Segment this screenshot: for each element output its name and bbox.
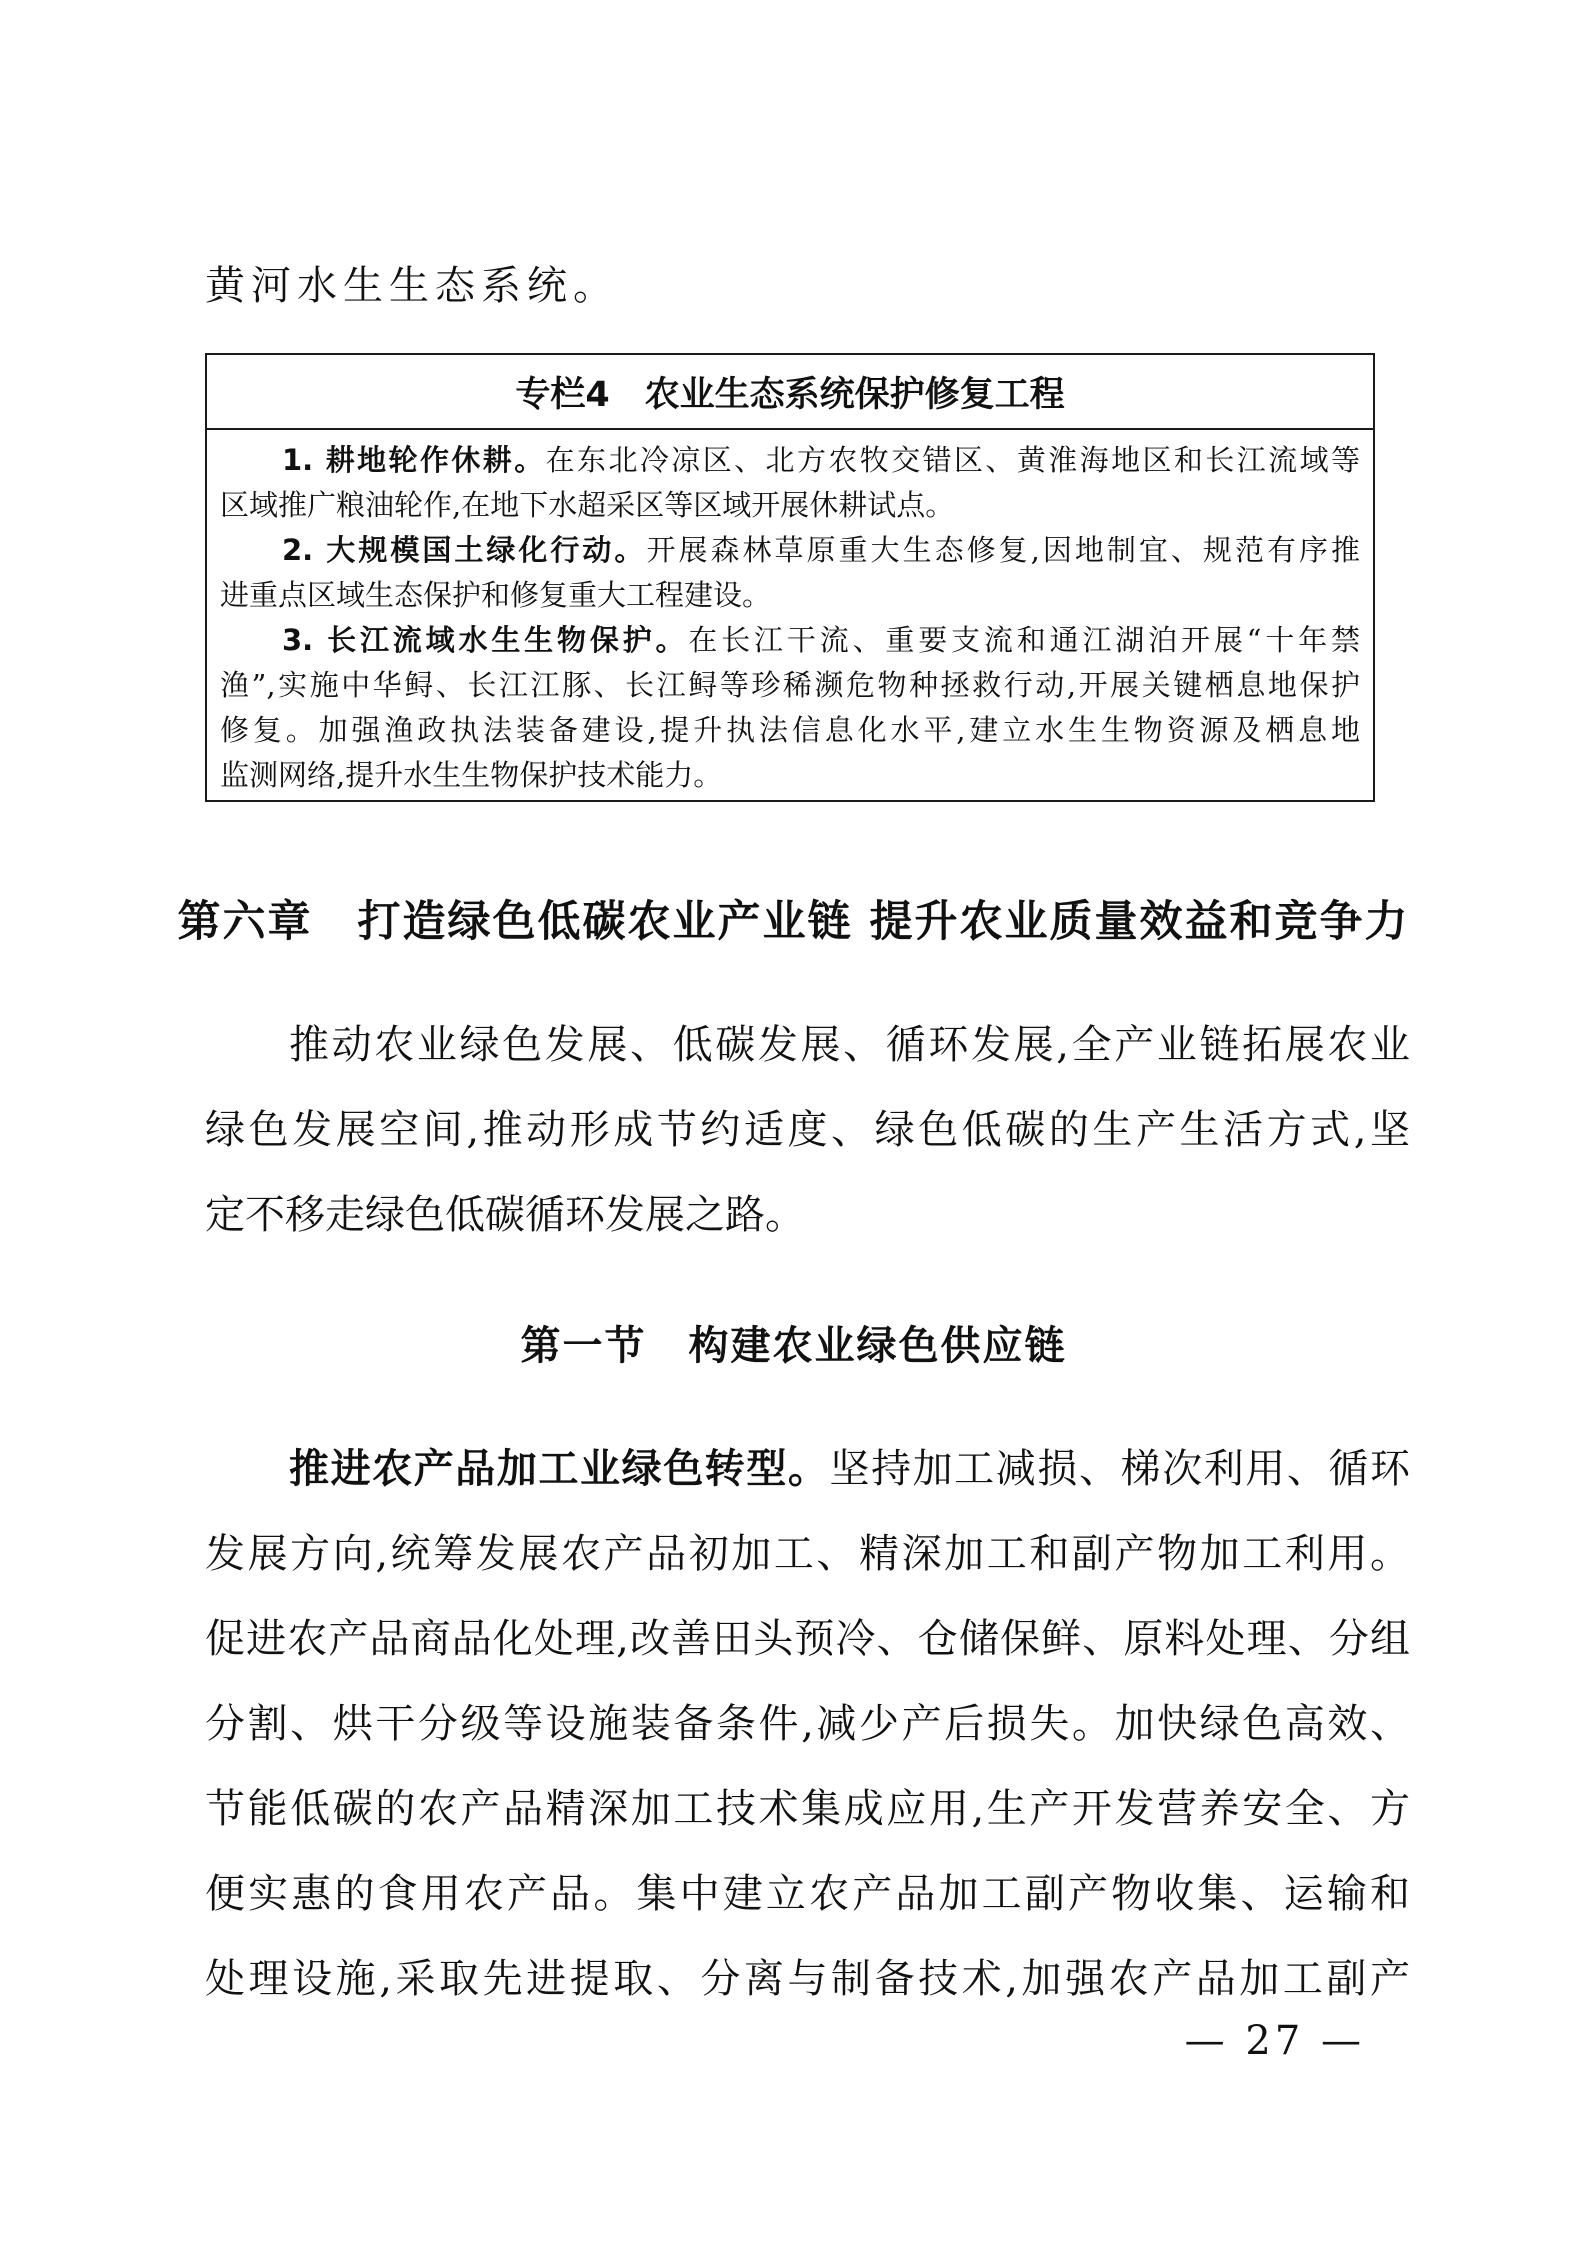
box-line: 修复。加强渔政执法装备建设,提升执法信息化水平,建立水生生物资源及栖息地 bbox=[220, 713, 1360, 747]
paragraph-line: 发展方向,统筹发展农产品初加工、精深加工和副产物加工利用。 bbox=[205, 1531, 1410, 1577]
paragraph-line: 处理设施,采取先进提取、分离与制备技术,加强农产品加工副产 bbox=[205, 1956, 1410, 2002]
section-heading: 第一节 构建农业绿色供应链 bbox=[520, 1322, 1067, 1369]
intro-text-line: 黄河水生生态系统。 bbox=[205, 263, 619, 309]
paragraph-line: 定不移走绿色低碳循环发展之路。 bbox=[205, 1192, 805, 1238]
box-line-text: 在长江干流、重要支流和通江湖泊开展“十年禁 bbox=[688, 623, 1360, 657]
box-line bbox=[220, 438, 1360, 483]
column-box-4 bbox=[205, 353, 1375, 802]
box-line bbox=[220, 618, 1360, 663]
chapter-heading: 第六章 打造绿色低碳农业产业链 提升农业质量效益和竞争力 bbox=[177, 897, 1410, 947]
column-box-title: 专栏4 农业生态系统保护修复工程 bbox=[207, 355, 1373, 430]
box-item-1-lead: 1. 耕地轮作休耕。 bbox=[282, 443, 546, 477]
paragraph-2-lead: 推进农产品加工业绿色转型。 bbox=[289, 1446, 830, 1492]
box-line-text: 开展森林草原重大生态修复,因地制宜、规范有序推 bbox=[646, 533, 1360, 567]
paragraph-line: 节能低碳的农产品精深加工技术集成应用,生产开发营养安全、方 bbox=[205, 1786, 1410, 1832]
page-number: — 27 — bbox=[1184, 2018, 1365, 2064]
paragraph-line: 分割、烘干分级等设施装备条件,减少产后损失。加快绿色高效、 bbox=[205, 1701, 1410, 1747]
paragraph-line-text: 坚持加工减损、梯次利用、循环 bbox=[829, 1446, 1410, 1492]
paragraph-2 bbox=[205, 1427, 1410, 2022]
paragraph-line bbox=[205, 1427, 1410, 1512]
box-line: 监测网络,提升水生生物保护技术能力。 bbox=[220, 758, 723, 792]
paragraph-line: 绿色发展空间,推动形成节约适度、绿色低碳的生产生活方式,坚 bbox=[205, 1107, 1410, 1153]
box-line: 渔”,实施中华鲟、长江江豚、长江鲟等珍稀濒危物种拯救行动,开展关键栖息地保护 bbox=[220, 668, 1360, 702]
box-line-text: 在东北冷凉区、北方农牧交错区、黄淮海地区和长江流域等 bbox=[545, 443, 1360, 477]
box-line bbox=[220, 528, 1360, 573]
box-item-3-lead: 3. 长江流域水生生物保护。 bbox=[282, 623, 689, 657]
paragraph-line: 推动农业绿色发展、低碳发展、循环发展,全产业链拓展农业 bbox=[289, 1022, 1410, 1068]
paragraph-line: 便实惠的食用农产品。集中建立农产品加工副产物收集、运输和 bbox=[205, 1871, 1410, 1917]
column-box-body bbox=[207, 430, 1373, 798]
box-item-2-lead: 2. 大规模国土绿化行动。 bbox=[282, 533, 647, 567]
box-line: 区域推广粮油轮作,在地下水超采区等区域开展休耕试点。 bbox=[220, 488, 955, 522]
box-line: 进重点区域生态保护和修复重大工程建设。 bbox=[220, 578, 772, 612]
paragraph-1 bbox=[205, 1003, 1410, 1258]
paragraph-line: 促进农产品商品化处理,改善田头预冷、仓储保鲜、原料处理、分组 bbox=[205, 1616, 1410, 1662]
